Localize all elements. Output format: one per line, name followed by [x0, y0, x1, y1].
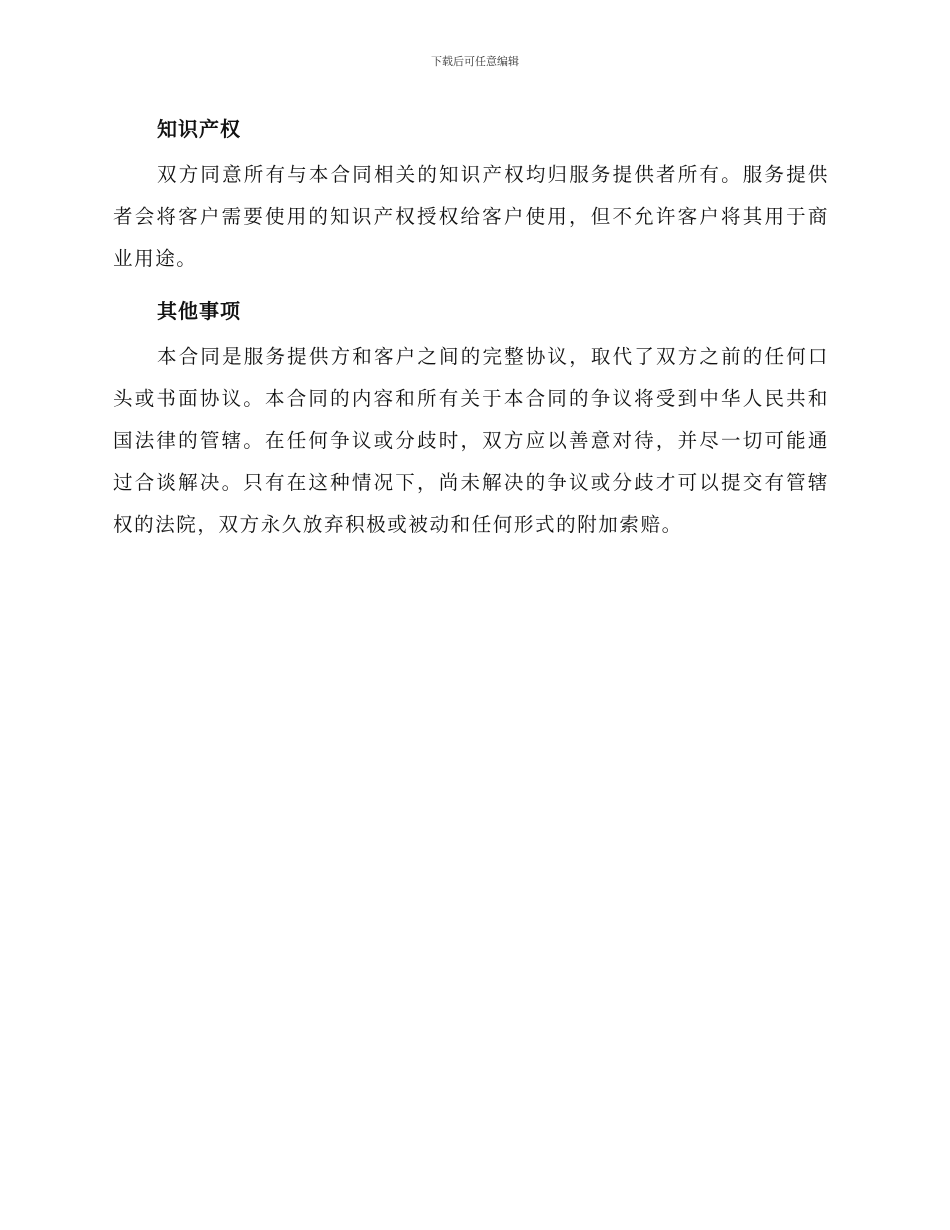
page-header: 下载后可任意编辑	[431, 55, 519, 68]
document-content	[113, 112, 829, 546]
section-heading-intellectual-property: 知识产权	[157, 117, 241, 141]
section-heading-other-matters: 其他事项	[157, 299, 241, 323]
section-body-other-matters: 本合同是服务提供方和客户之间的完整协议，取代了双方之前的任何口头或书面协议。本合同的内容和所有关于本合同的争议将受到中华人民共和国法律的管辖。在任何争议或分歧时，双方应以善意对待，并尽一切可能通过合谈解决。只有在这种情况下，尚未解决的争议或分歧才可以提交有管辖权的法院，双方永久放弃积极或被动和任何形式的附加索赔。	[113, 345, 829, 536]
section-body-intellectual-property: 双方同意所有与本合同相关的知识产权均归服务提供者所有。服务提供者会将客户需要使用的知识产权授权给客户使用，但不允许客户将其用于商业用途。	[113, 163, 829, 270]
